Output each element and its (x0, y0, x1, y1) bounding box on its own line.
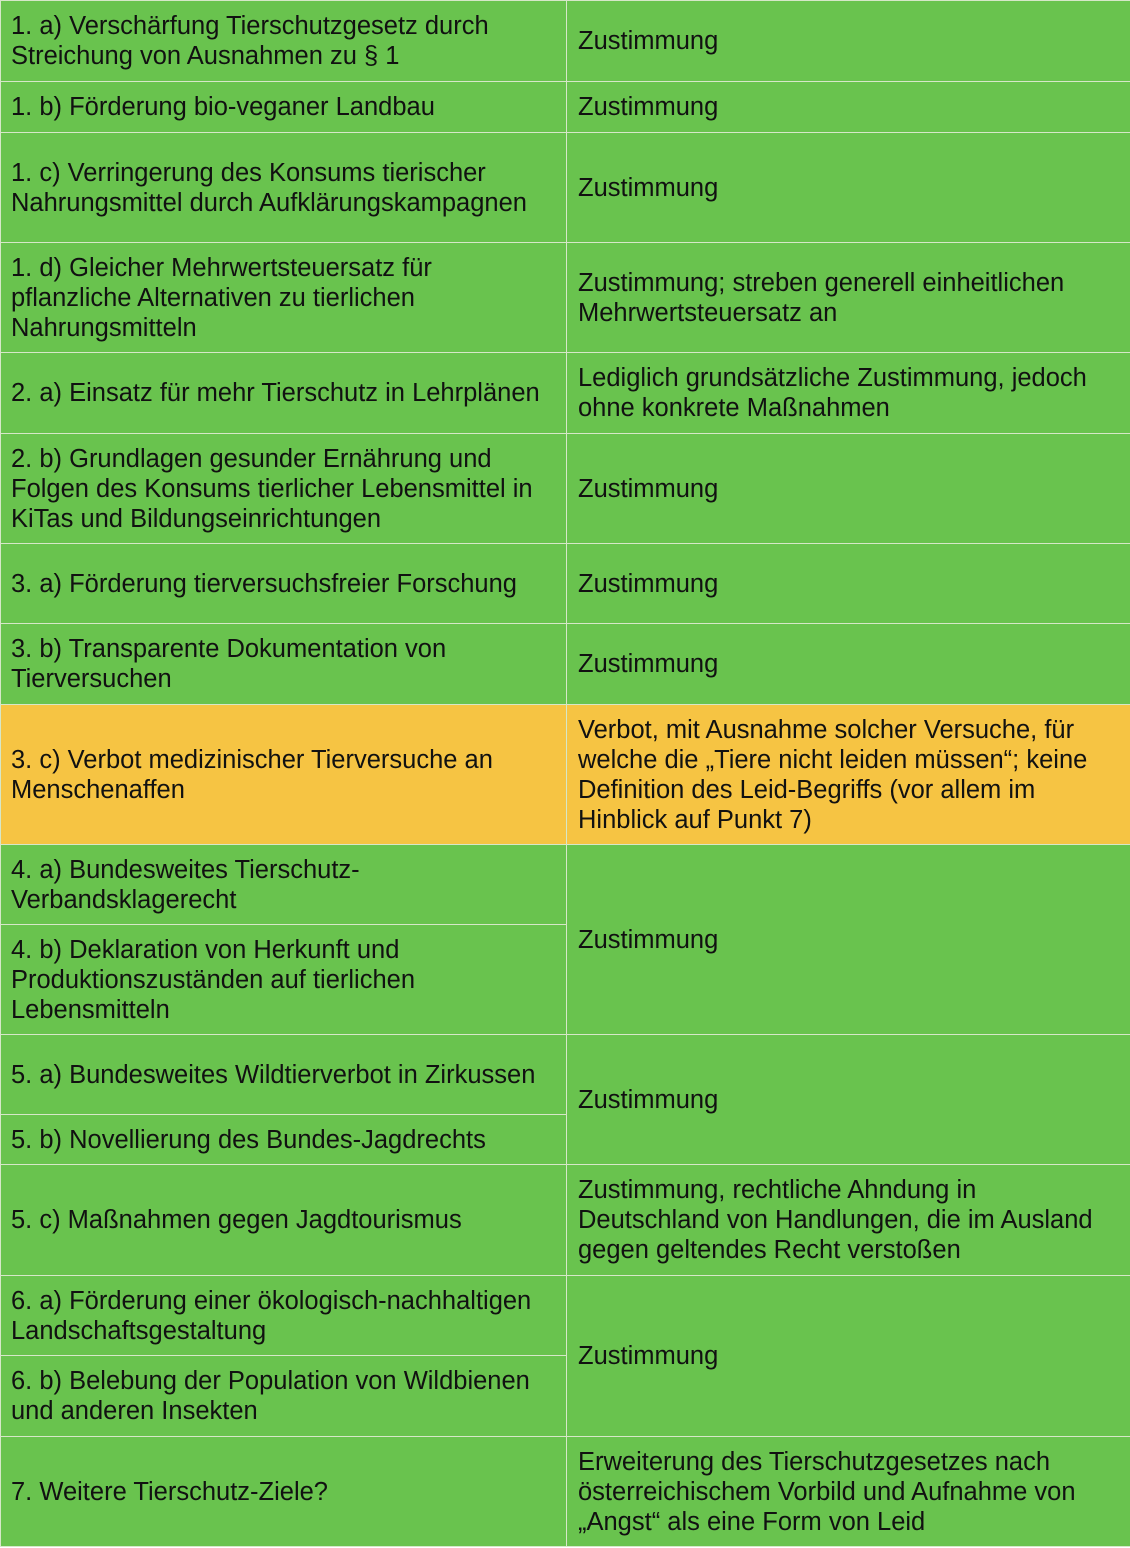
topic-cell: 5. a) Bundesweites Wildtierverbot in Zirkussen (1, 1035, 567, 1115)
table-row (1, 544, 1130, 624)
position-cell: Lediglich grundsätzliche Zustimmung, jedoch ohne konkrete Maßnahmen (567, 353, 1130, 434)
topic-cell: 5. c) Maßnahmen gegen Jagdtourismus (1, 1165, 567, 1276)
topic-cell: 2. b) Grundlagen gesunder Ernährung und Folgen des Konsums tierlicher Lebensmittel in KiTas und Bildungseinrichtungen (1, 434, 567, 544)
topic-cell: 3. c) Verbot medizinischer Tierversuche an Menschenaffen (1, 705, 567, 845)
table-row (1, 845, 1130, 925)
table-row (1, 353, 1130, 434)
position-cell: Zustimmung (567, 624, 1130, 705)
topic-cell: 7. Weitere Tierschutz-Ziele? (1, 1437, 567, 1547)
table-row (1, 243, 1130, 353)
position-cell: Zustimmung (567, 1, 1130, 82)
table-row (1, 434, 1130, 544)
topic-cell: 4. a) Bundesweites Tierschutz-Verbandsklagerecht (1, 845, 567, 925)
table-row (1, 82, 1130, 133)
table-row-highlighted (1, 705, 1130, 845)
topic-cell: 5. b) Novellierung des Bundes-Jagdrechts (1, 1115, 567, 1165)
position-cell: Zustimmung (567, 1035, 1130, 1165)
position-cell: Zustimmung; streben generell einheitlichen Mehrwertsteuersatz an (567, 243, 1130, 353)
position-cell: Zustimmung (567, 434, 1130, 544)
topic-cell: 6. b) Belebung der Population von Wildbienen und anderen Insekten (1, 1356, 567, 1437)
position-cell: Zustimmung (567, 82, 1130, 133)
topic-cell: 1. a) Verschärfung Tierschutzgesetz durch Streichung von Ausnahmen zu § 1 (1, 1, 567, 82)
position-cell: Zustimmung, rechtliche Ahndung in Deutschland von Handlungen, die im Ausland gegen geltendes Recht verstoßen (567, 1165, 1130, 1276)
topic-cell: 2. a) Einsatz für mehr Tierschutz in Lehrplänen (1, 353, 567, 434)
topic-cell: 1. d) Gleicher Mehrwertsteuersatz für pflanzliche Alternativen zu tierlichen Nahrungsmitteln (1, 243, 567, 353)
position-cell: Erweiterung des Tierschutzgesetzes nach österreichischem Vorbild und Aufnahme von „Angst“ als eine Form von Leid (567, 1437, 1130, 1547)
topic-cell: 1. c) Verringerung des Konsums tierischer Nahrungsmittel durch Aufklärungskampagnen (1, 133, 567, 243)
topic-cell: 6. a) Förderung einer ökologisch-nachhaltigen Landschaftsgestaltung (1, 1276, 567, 1356)
table-row (1, 1035, 1130, 1115)
table-row (1, 1437, 1130, 1547)
topic-cell: 3. a) Förderung tierversuchsfreier Forschung (1, 544, 567, 624)
table-row (1, 133, 1130, 243)
position-cell: Verbot, mit Ausnahme solcher Versuche, für welche die „Tiere nicht leiden müssen“; keine Definition des Leid-Begriffs (vor allem im Hinblick auf Punkt 7) (567, 705, 1130, 845)
table-row (1, 1165, 1130, 1276)
table-row (1, 624, 1130, 705)
topic-cell: 4. b) Deklaration von Herkunft und Produktionszuständen auf tierlichen Lebensmitteln (1, 925, 567, 1035)
position-cell: Zustimmung (567, 544, 1130, 624)
table-row (1, 1, 1130, 82)
position-cell: Zustimmung (567, 845, 1130, 1035)
topic-cell: 1. b) Förderung bio-veganer Landbau (1, 82, 567, 133)
topic-cell: 3. b) Transparente Dokumentation von Tierversuchen (1, 624, 567, 705)
position-cell: Zustimmung (567, 133, 1130, 243)
table-row (1, 1276, 1130, 1356)
position-cell: Zustimmung (567, 1276, 1130, 1437)
